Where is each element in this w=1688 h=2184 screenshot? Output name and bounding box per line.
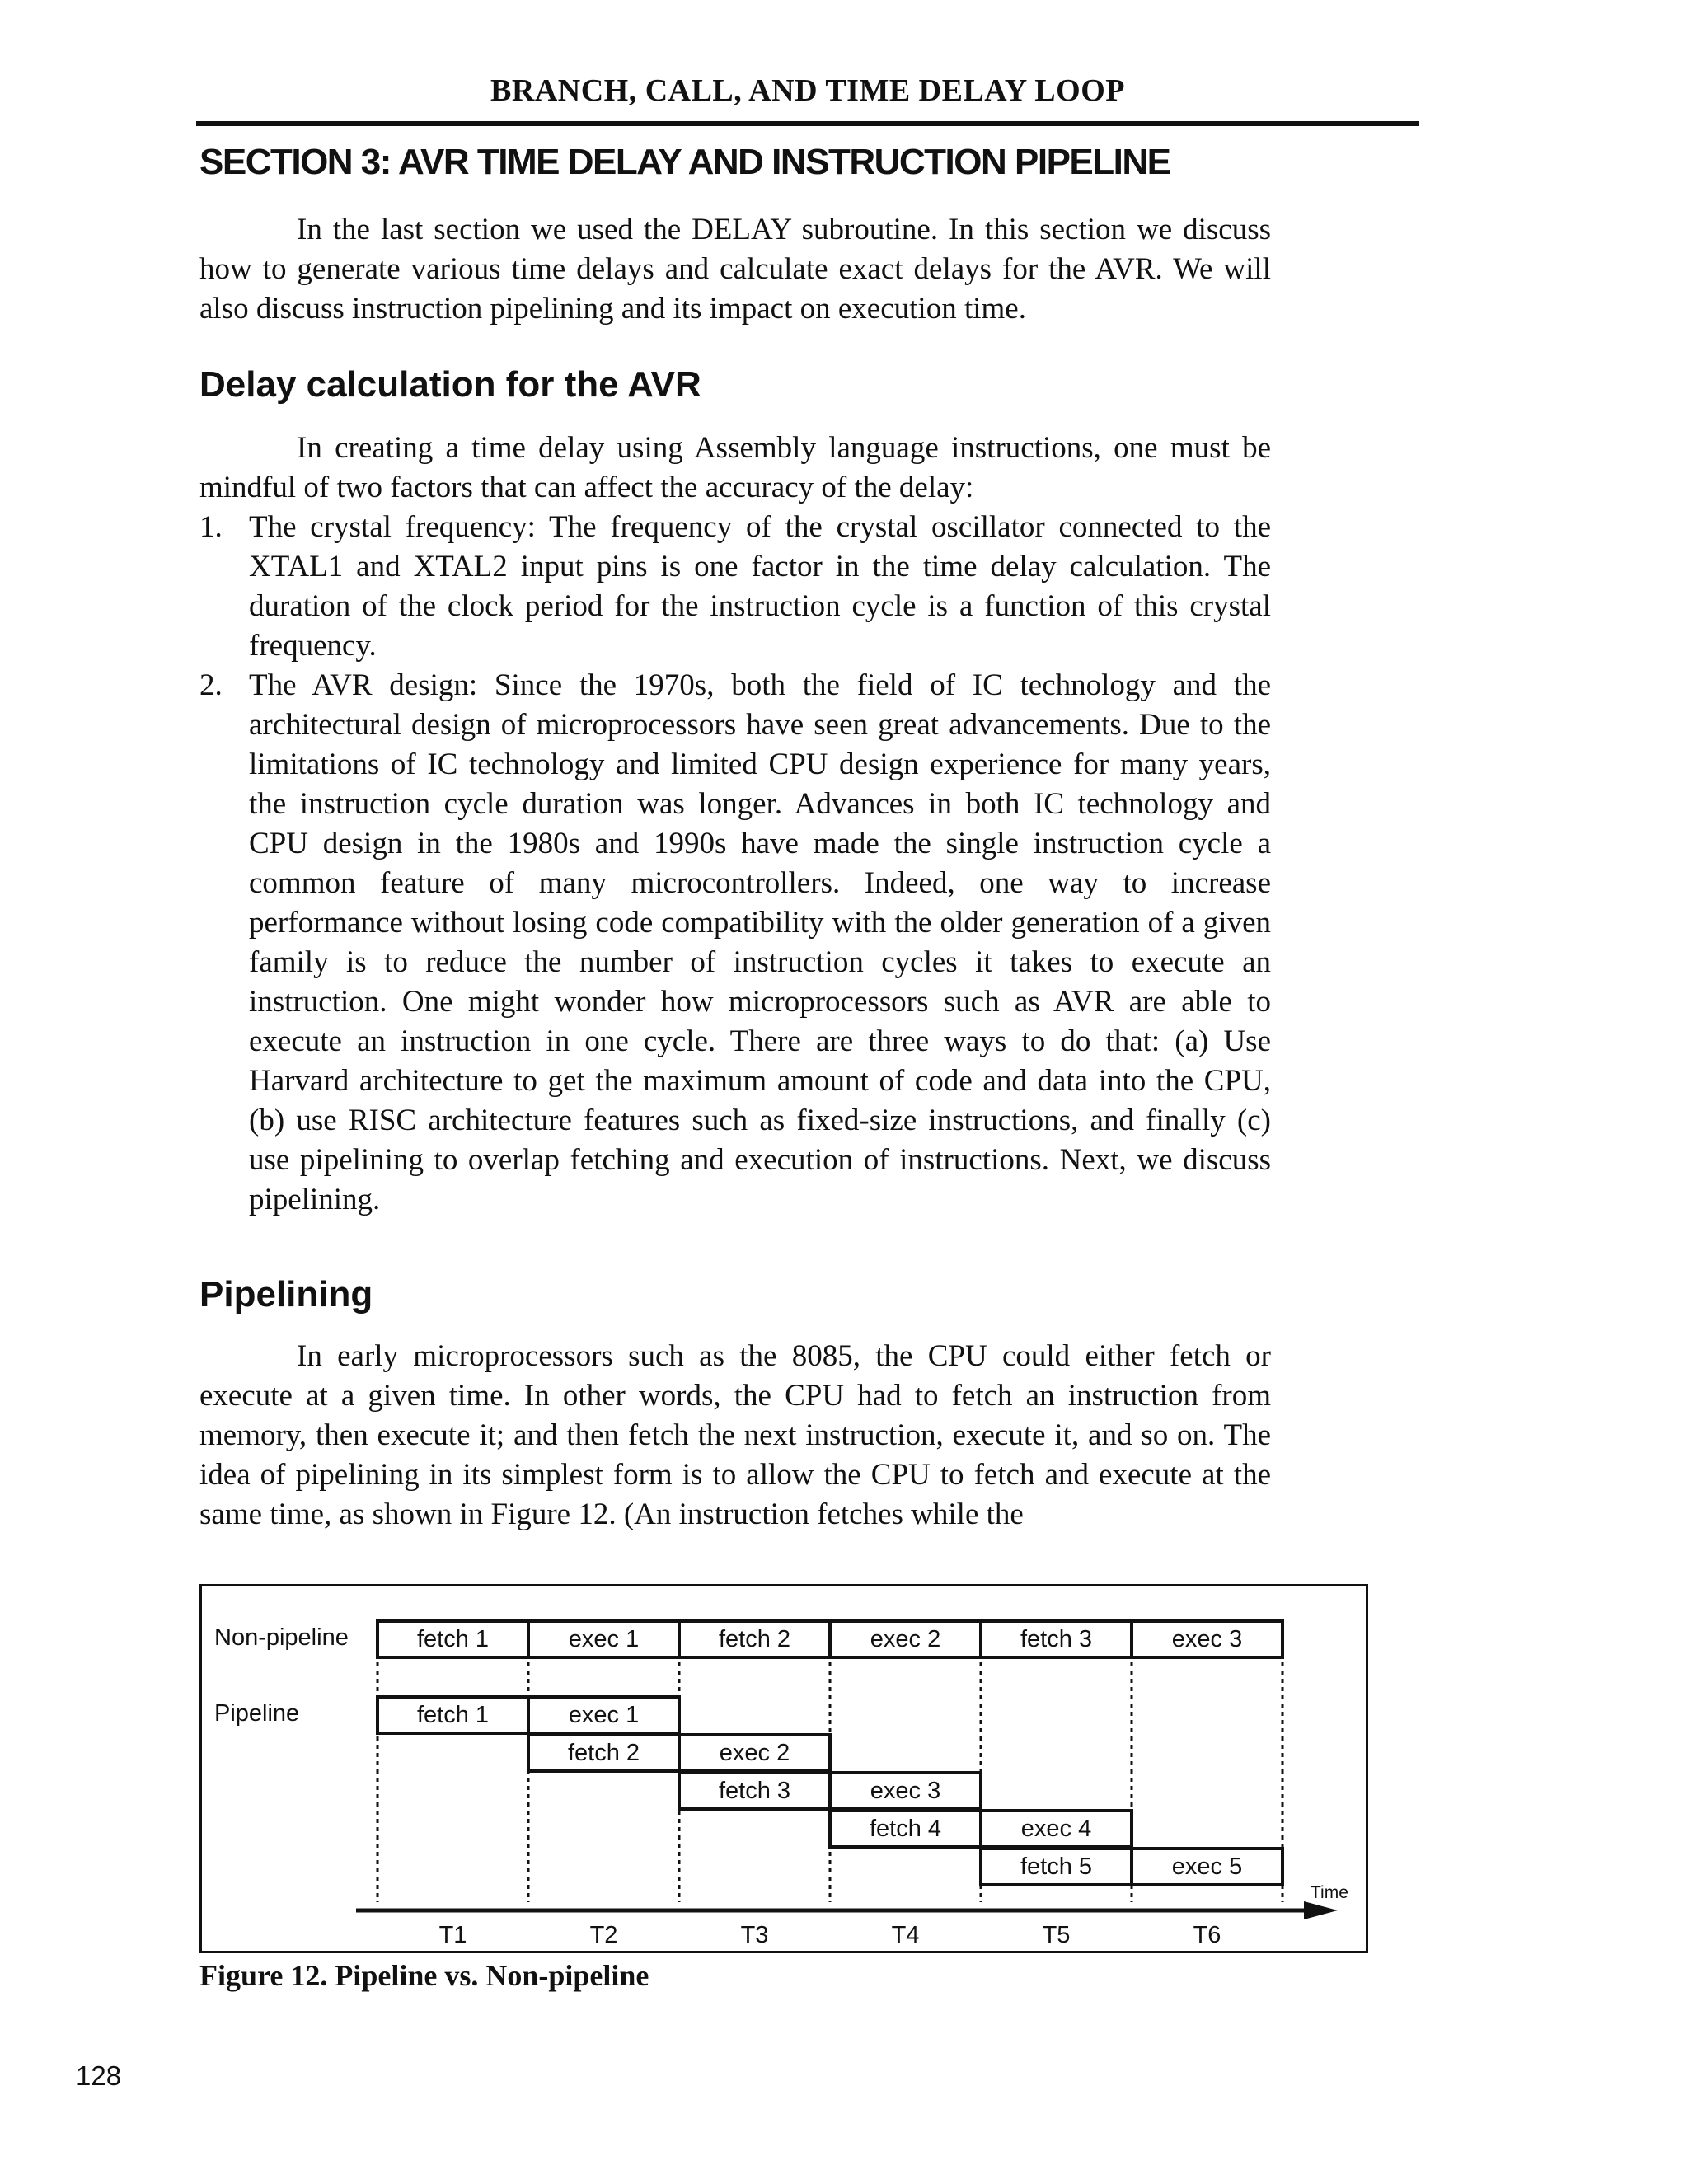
pipeline-exec-cell: exec 2 [719, 1740, 790, 1766]
list-item [199, 666, 1271, 1220]
pipeline-figure [199, 1584, 1368, 1953]
pipelining-paragraph: In early microprocessors such as the 8085, the CPU could either fetch or execute at a given time. In other words, the CPU had to fetch an instruction from memory, then execute it; and then fetch the next instruction, execute it, and so on. The idea of pipelining in its simplest form is to allow the CPU to fetch and execute at the same time, as shown in Figure 12. (An instruction fetches while the [199, 1339, 1271, 1531]
delay-factor-list [199, 508, 1271, 1220]
running-header: BRANCH, CALL, AND TIME DELAY LOOP [490, 73, 1125, 108]
pipeline-fetch-cell: fetch 1 [416, 1702, 490, 1728]
pipeline-exec-cell: exec 5 [1171, 1854, 1243, 1880]
time-tick-label: T1 [438, 1922, 467, 1948]
intro-paragraph: In the last section we used the DELAY subroutine. In this section we discuss how to generate various time delays and calculate exact delays for the AVR. We will also discuss instruction pipelining and its impact on execution time. [199, 213, 1271, 326]
pipeline-fetch-cell: fetch 5 [1020, 1854, 1093, 1880]
time-tick-label: T6 [1193, 1922, 1221, 1948]
pipeline-fetch-cell: fetch 3 [718, 1778, 791, 1804]
non-pipeline-cell: exec 1 [568, 1626, 640, 1652]
time-tick-label: T5 [1042, 1922, 1071, 1948]
pipeline-fetch-cell: fetch 2 [567, 1740, 640, 1766]
time-tick-label: T4 [891, 1922, 920, 1948]
time-label: Time [1311, 1883, 1348, 1902]
delay-calc-heading: Delay calculation for the AVR [199, 364, 701, 405]
list-item-number: 1. [199, 510, 223, 544]
pipeline-diagram [202, 1586, 1366, 1951]
page-number: 128 [76, 2060, 122, 2091]
non-pipeline-cell: exec 2 [870, 1626, 941, 1652]
list-item-text: The crystal frequency: The frequency of the crystal oscillator connected to the XTAL1 and XTAL2 input pins is one factor in the time delay calculation. The duration of the clock period for the instruction cycle is a function of this crystal frequency. [249, 510, 1271, 663]
non-pipeline-label: Non-pipeline [214, 1624, 349, 1651]
non-pipeline-cell: exec 3 [1171, 1626, 1243, 1652]
non-pipeline-cell: fetch 2 [718, 1626, 791, 1652]
pipeline-exec-cell: exec 3 [870, 1778, 941, 1804]
pipeline-exec-cell: exec 4 [1020, 1816, 1092, 1842]
header-rule [196, 121, 1419, 126]
section-title: SECTION 3: AVR TIME DELAY AND INSTRUCTION PIPELINE [199, 142, 1170, 182]
pipeline-fetch-cell: fetch 4 [869, 1816, 942, 1842]
time-tick-label: T3 [740, 1922, 769, 1948]
figure-caption: Figure 12. Pipeline vs. Non-pipeline [199, 1959, 649, 1992]
list-item [199, 508, 1271, 666]
non-pipeline-cell: fetch 1 [416, 1626, 490, 1652]
pipeline-exec-cell: exec 1 [568, 1702, 640, 1728]
pipeline-label: Pipeline [214, 1700, 300, 1727]
time-axis-arrow-icon [1304, 1901, 1338, 1919]
pipelining-heading: Pipelining [199, 1274, 373, 1315]
list-item-number: 2. [199, 668, 223, 702]
delay-calc-paragraph: In creating a time delay using Assembly language instructions, one must be mindful of two factors that can affect the accuracy of the delay: [199, 431, 1271, 504]
non-pipeline-cell: fetch 3 [1020, 1626, 1093, 1652]
time-tick-label: T2 [589, 1922, 618, 1948]
list-item-text: The AVR design: Since the 1970s, both the field of IC technology and the architectural design of microprocessors have seen great advancements. Due to the limitations of IC technology and limited CPU design experience for many years, the instruction cycle duration was longer. Advances in both IC technology and CPU design in the 1980s and 1990s have made the single instruction cycle a common feature of many microcontrollers. Indeed, one way to increase performance without losing code compatibility with the older generation of a given family is to reduce the number of instruction cycles it takes to execute an instruction. One might wonder how microprocessors such as AVR are able to execute an instruction in one cycle. There are three ways to do that: (a) Use Harvard architecture to get the maximum amount of code and data into the CPU, (b) use RISC architecture features such as fixed-size instructions, and finally (c) use pipelining to overlap fetching and execution of instructions. Next, we discuss pipelining. [249, 668, 1271, 1216]
